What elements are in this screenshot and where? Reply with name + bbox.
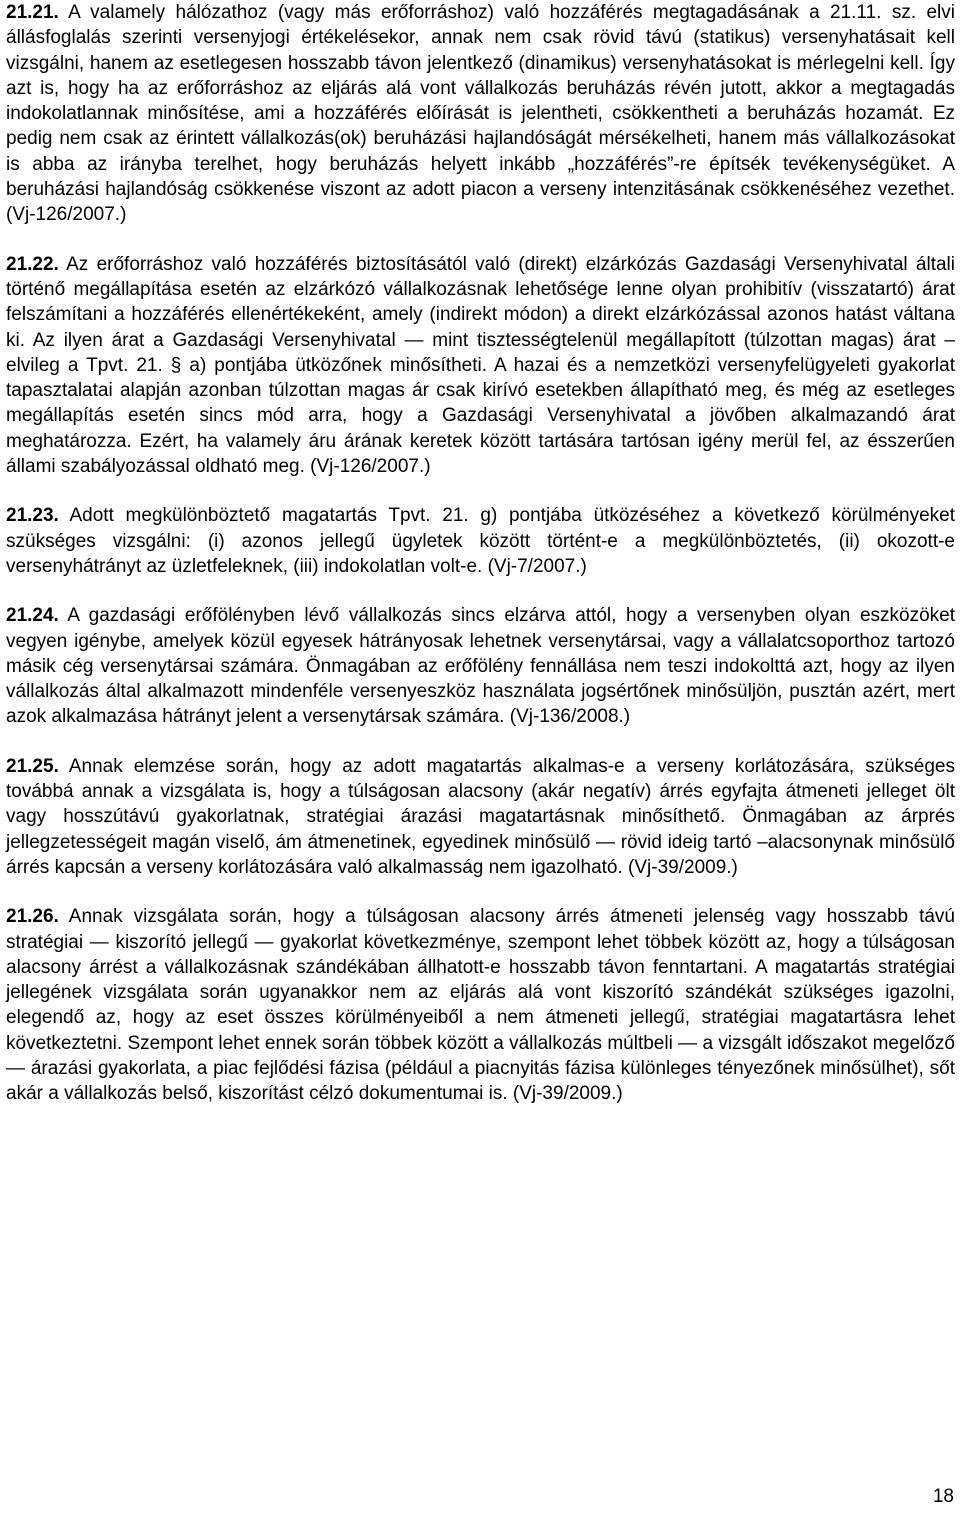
paragraph-text: A valamely hálózathoz (vagy más erőforráshoz) való hozzáférés megtagadásának a 21.11. sz. elvi állásfoglalás szerinti versenyjogi értékelésekor, annak nem csak rövid távú (statikus) versenyhatásait kell vizsgálni, hanem az esetlegesen hosszabb távon jelentkező (dinamikus) versenyhatásokat is mérlegelni kell. Így azt is, hogy ha az erőforráshoz az eljárás alá vont vállalkozás beruházás révén jutott, akkor a megtagadás indokolatlannak minősítése, ami a hozzáférés előírását is jelentheti, csökkentheti a beruházás hozamát. Ez pedig nem csak az érintett vállalkozás(ok) beruházási hajlandóságát mérsékelheti, hanem más vállalkozásokat is abba az irányba terelhet, hogy beruházás helyett inkább „hozzáférés”-re építsék tevékenységüket. A beruházási hajlandóság csökkenése viszont az adott piacon a verseny intenzitásának csökkenéséhez vezethet. (Vj-126/2007.) (6, 2, 955, 226)
paragraph-number: 21.25. (6, 755, 59, 777)
paragraph-text: Az erőforráshoz való hozzáférés biztosításától való (direkt) elzárkózás Gazdasági Versenyhivatal általi történő megállapítása esetén az elzárkózó vállalkozásnak lehetősége lenne olyan prohibitív (visszatartó) árat felszámítani a hozzáférés ellenértékeként, amely (indirekt módon) a direkt elzárkózással azonos hatást váltana ki. Az ilyen árat a Gazdasági Versenyhivatal ― mint tisztességtelenül megállapított (túlzottan magas) árat – elvileg a Tpvt. 21. § a) pontjába ütközőnek minősítheti. A hazai és a nemzetközi versenyfelügyeleti gyakorlat tapasztalatai alapján azonban túlzottan magas ár csak kirívó esetekben állapítható meg, és még az esetleges megállapítás esetén sincs mód arra, hogy a Gazdasági Versenyhivatal a jövőben alkalmazandó árat meghatározza. Ezért, ha valamely áru árának keretek között tartására tartósan igény merül fel, az ésszerűen állami szabályozással oldható meg. (Vj-126/2007.) (6, 253, 955, 478)
paragraph-number: 21.26. (6, 906, 59, 928)
page-number: 18 (932, 1486, 954, 1507)
paragraph-21-21 (6, 0, 955, 228)
paragraph-text: A gazdasági erőfölényben lévő vállalkozás sincs elzárva attól, hogy a versenyben olyan eszközöket vegyen igénybe, amelyek közül egyesek hátrányosak lehetnek versenytársai, vagy a vállalatcsoporthoz tartozó másik cég versenytársai számára. Önmagában az erőfölény fennállása nem teszi indokolttá azt, hogy az ilyen vállalkozás által alkalmazott mindenféle versenyeszköz használata jogsértőnek minősüljön, pusztán azért, mert azok alkalmazása hátrányt jelent a versenytársak számára. (Vj-136/2008.) (6, 605, 955, 728)
paragraph-number: 21.22. (6, 253, 59, 275)
paragraph-number: 21.24. (6, 605, 59, 627)
paragraph-21-23 (6, 503, 955, 579)
paragraph-number: 21.21. (6, 2, 59, 23)
paragraph-text: Adott megkülönböztető magatartás Tpvt. 21. g) pontjába ütközéséhez a következő körülményeket szükséges vizsgálni: (i) azonos jellegű ügyletek között történt-e a megkülönböztetés, (ii) okozott-e versenyhátrányt az üzletfeleknek, (iii) indokolatlan volt-e. (Vj-7/2007.) (6, 505, 955, 577)
paragraph-21-26 (6, 904, 955, 1106)
paragraph-number: 21.23. (6, 505, 59, 527)
paragraph-21-22 (6, 252, 955, 480)
paragraph-text: Annak vizsgálata során, hogy a túlságosan alacsony árrés átmeneti jelenség vagy hosszabb távú stratégiai ― kiszorító jellegű ― gyakorlat következménye, szempont lehet többek között az, hogy a túlságosan alacsony árrést a vállalkozásnak szándékában állhatott-e hosszabb távon fenntartani. A magatartás stratégiai jellegének vizsgálata során ugyanakkor nem az eljárás alá vont kiszorító szándékát szükséges igazolni, elegendő az, hogy az eset összes körülményeiből a nem átmeneti jellegű, stratégiai magatartásra lehet következtetni. Szempont lehet ennek során többek között a vállalkozás múltbeli ― a vizsgált időszakot megelőző ― árazási gyakorlata, a piac fejlődési fázisa (például a piacnyitás fázisa különleges tényezőnek minősülhet), sőt akár a vállalkozás belső, kiszorítást célzó dokumentumai is. (Vj-39/2009.) (6, 906, 956, 1105)
document-page (6, 0, 955, 1107)
paragraph-21-25 (6, 754, 955, 880)
paragraph-21-24 (6, 603, 955, 729)
paragraph-text: Annak elemzése során, hogy az adott magatartás alkalmas-e a verseny korlátozására, szükséges továbbá annak a vizsgálata is, hogy a túlságosan alacsony (akár negatív) árrés egyfajta átmeneti jelleget ölt vagy hosszútávú gyakorlatnak, stratégiai árazási magatartásnak minősíthető. Önmagában az árprés jellegzetességeit magán viselő, ám átmenetinek, egyedinek minősülő ― rövid ideig tartó –alacsonynak minősülő árrés kapcsán a verseny korlátozására való alkalmasság nem igazolható. (Vj-39/2009.) (6, 755, 955, 878)
